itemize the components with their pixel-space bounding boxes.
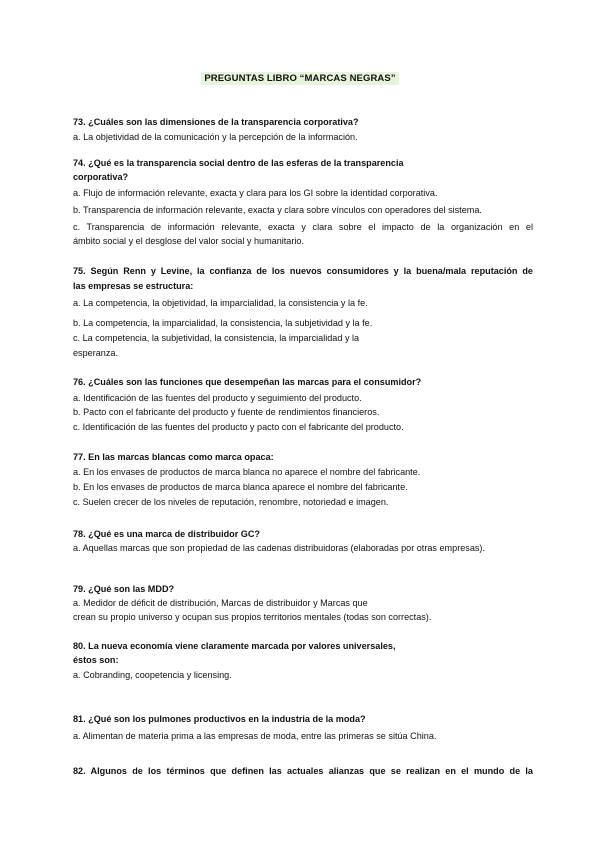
answer-77-b: b. En los envases de productos de marca blanca aparece el nombre del fabricante. (73, 482, 408, 492)
answer-75-c-cont: esperanza. (73, 348, 118, 358)
question-75-cont: las empresas se estructura: (73, 281, 194, 291)
answer-80-a: a. Cobranding, coopetencia y licensing. (73, 670, 232, 680)
answer-74-c: c. Transparencia de información relevante, exacta y clara sobre el impacto de la organización en el (73, 222, 533, 232)
question-76: 76. ¿Cuáles son las funciones que desempeñan las marcas para el consumidor? (73, 377, 422, 387)
question-73: 73. ¿Cuáles son las dimensiones de la transparencia corporativa? (73, 117, 359, 127)
question-79: 79. ¿Qué son las MDD? (73, 584, 175, 594)
answer-73-a: a. La objetividad de la comunicación y la percepción de la información. (73, 132, 358, 142)
question-78: 78. ¿Qué es una marca de distribuidor GC? (73, 529, 260, 539)
answer-75-c: c. La competencia, la subjetividad, la consistencia, la imparcialidad y la (73, 333, 360, 343)
answer-76-c: c. Identificación de las fuentes del producto y pacto con el fabricante del producto. (73, 422, 404, 432)
answer-77-c: c. Suelen crecer de los niveles de reputación, renombre, notoriedad e imagen. (73, 497, 389, 507)
answer-79-a: a. Medidor de déficit de distribución, Marcas de distribuidor y Marcas que (73, 598, 368, 608)
answer-77-a: a. En los envases de productos de marca blanca no aparece el nombre del fabricante. (73, 467, 421, 477)
question-75: 75. Según Renn y Levine, la confianza de los nuevos consumidores y la buena/mala reputación de (73, 266, 533, 276)
question-74: 74. ¿Qué es la transparencia social dentro de las esferas de la transparencia (73, 158, 404, 168)
question-81: 81. ¿Qué son los pulmones productivos en la industria de la moda? (73, 714, 366, 724)
answer-76-b: b. Pacto con el fabricante del producto y fuente de rendimientos financieros. (73, 407, 380, 417)
answer-74-a: a. Flujo de información relevante, exacta y clara para los GI sobre la identidad corporativa. (73, 188, 438, 198)
answer-81-a: a. Alimentan de materia prima a las empresas de moda, entre las primeras se sitúa China. (73, 731, 437, 741)
answer-76-a: a. Identificación de las fuentes del producto y seguimiento del producto. (73, 393, 362, 403)
answer-74-c-cont: ámbito social y el desglose del valor social y humanitario. (73, 236, 304, 246)
answer-78-a: a. Aquellas marcas que son propiedad de las cadenas distribuidoras (elaboradas por otras empresas). (73, 543, 485, 553)
answer-75-a: a. La competencia, la objetividad, la imparcialidad, la consistencia y la fe. (73, 298, 368, 308)
answer-79-a-cont: crean su propio universo y ocupan sus propios territorios mentales (todas son correctas). (73, 612, 432, 622)
answer-75-b: b. La competencia, la imparcialidad, la consistencia, la subjetividad y la fe. (73, 318, 373, 328)
question-74-cont: corporativa? (73, 172, 129, 182)
question-82: 82. Algunos de los términos que definen las actuales alianzas que se realizan en el mundo de la (73, 766, 533, 776)
answer-74-b: b. Transparencia de información relevante, exacta y clara sobre vínculos con operadores del sistema. (73, 205, 482, 215)
question-80-cont: éstos son: (73, 655, 119, 665)
document-title-wrapper (0, 73, 600, 84)
document-title: PREGUNTAS LIBRO “MARCAS NEGRAS” (201, 72, 398, 85)
question-77: 77. En las marcas blancas como marca opaca: (73, 452, 274, 462)
question-80: 80. La nueva economía viene claramente marcada por valores universales, (73, 641, 396, 651)
